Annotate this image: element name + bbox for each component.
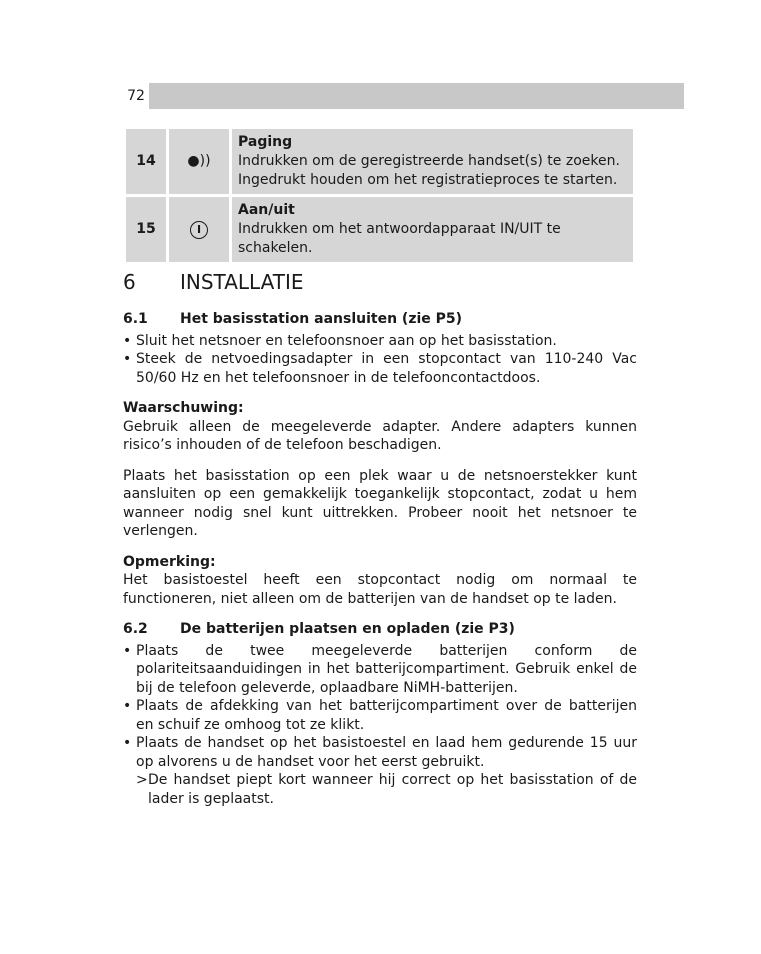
list-item: • Plaats de afdekking van het batterijcompartiment over de batterijen en schuif ze omhoog tot ze klikt.: [123, 698, 637, 733]
list-item: • Plaats de handset op het basistoestel en laad hem gedurende 15 uur op alvorens u de handset voor het eerst gebruikt.: [123, 735, 637, 770]
list-item: • Plaats de twee meegeleverde batterijen conform de polariteitsaanduidingen in het batterijcompartiment. Gebruik enkel de bij de telefoon geleverde, oplaadbare NiMH-batterijen.: [123, 642, 637, 696]
key-function-table: [123, 126, 636, 265]
subsection-heading: 6.2 De batterijen plaatsen en opladen (zie P3): [123, 621, 515, 637]
note-text: Het basistoestel heeft een stopcontact nodig om normaal te functioneren, niet alleen om de batterijen van de handset op te laden.: [123, 572, 637, 607]
page-header-bar: [123, 83, 684, 109]
paging-icon: ●)): [168, 128, 231, 196]
key-number: 15: [125, 196, 168, 264]
power-icon: I: [168, 196, 231, 264]
list-item: • Steek de netvoedingsadapter in een stopcontact van 110-240 Vac 50/60 Hz en het telefoonsnoer in de telefooncontactdoos.: [123, 351, 637, 386]
list-item: • Sluit het netsnoer en telefoonsnoer aan op het basisstation.: [123, 332, 557, 349]
note-label: Opmerking:: [123, 553, 216, 570]
table-row: [125, 196, 635, 264]
key-description-cell: [231, 128, 635, 196]
warning-label: Waarschuwing:: [123, 400, 244, 416]
section-heading: 6 INSTALLATIE: [123, 270, 304, 294]
warning-text: Gebruik alleen de meegeleverde adapter. Andere adapters kunnen risico’s inhouden of de telefoon beschadigen.: [123, 418, 637, 453]
page-number: 72: [123, 83, 149, 109]
subsection-heading: 6.1 Het basisstation aansluiten (zie P5): [123, 311, 463, 327]
key-description: Indrukken om het antwoordapparaat IN/UIT te schakelen.: [238, 221, 561, 256]
key-title: Aan/uit: [238, 202, 295, 218]
key-number: 14: [125, 128, 168, 196]
key-description-cell: [231, 196, 635, 264]
table-row: [125, 128, 635, 196]
key-description: Indrukken om de geregistreerde handset(s) te zoeken. Ingedrukt houden om het registratieproces te starten.: [238, 153, 620, 188]
page-content: [123, 268, 637, 808]
paragraph: Plaats het basisstation op een plek waar u de netsnoerstekker kunt aansluiten op een gemakkelijk toegankelijk stopcontact, zodat u hem wanneer nodig snel kunt uittrekken. Probeer nooit het netsnoer te verlengen.: [123, 467, 637, 539]
key-title: Paging: [238, 134, 293, 150]
result-note: > De handset piept kort wanneer hij correct op het basisstation of de lader is geplaatst.: [136, 772, 637, 807]
